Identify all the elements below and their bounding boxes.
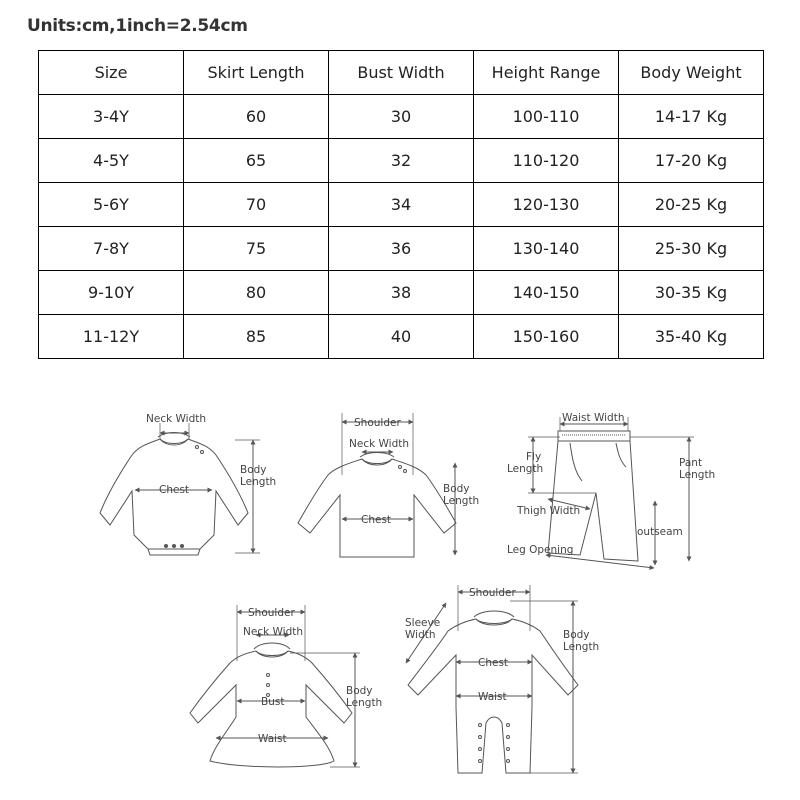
- table-cell: 35-40 Kg: [619, 315, 764, 359]
- table-cell: 36: [329, 227, 474, 271]
- table-cell: 17-20 Kg: [619, 139, 764, 183]
- bodysuit-length-label: Length: [240, 476, 277, 488]
- size-chart-table: [38, 50, 764, 359]
- units-note: Units:cm,1inch=2.54cm: [27, 16, 248, 36]
- table-cell: 120-130: [474, 183, 619, 227]
- table-cell: 80: [184, 271, 329, 315]
- dress-bust-label: Bust: [261, 696, 285, 708]
- top-diagram: [298, 413, 456, 557]
- table-cell: 34: [329, 183, 474, 227]
- table-cell: 60: [184, 95, 329, 139]
- table-row: [39, 315, 764, 359]
- table-cell: 9-10Y: [39, 271, 184, 315]
- table-cell: 40: [329, 315, 474, 359]
- table-cell: 32: [329, 139, 474, 183]
- measurement-diagrams: [0, 395, 800, 800]
- table-cell: 30-35 Kg: [619, 271, 764, 315]
- table-cell: 110-120: [474, 139, 619, 183]
- table-cell: 4-5Y: [39, 139, 184, 183]
- bodysuit-body-label: Body: [240, 464, 267, 476]
- romper-chest-label: Chest: [478, 657, 509, 669]
- romper-waist-label: Waist: [478, 691, 507, 703]
- header-height-range: Height Range: [474, 51, 619, 95]
- pants-fly-length-label: Length: [507, 463, 544, 475]
- dress-shoulder-label: Shoulder: [248, 607, 295, 619]
- table-header-row: [39, 51, 764, 95]
- table-cell: 20-25 Kg: [619, 183, 764, 227]
- table-row: [39, 227, 764, 271]
- dress-body-label: Body: [346, 685, 373, 697]
- romper-sleeve-label: Sleeve: [405, 617, 441, 629]
- table-cell: 85: [184, 315, 329, 359]
- dress-length-label: Length: [346, 697, 383, 709]
- pants-waist-width-label: Waist Width: [562, 412, 625, 424]
- dress-waist-label: Waist: [258, 733, 287, 745]
- top-shoulder-label: Shoulder: [354, 417, 401, 429]
- pants-fly-label: Fly: [526, 451, 542, 463]
- table-row: [39, 139, 764, 183]
- table-cell: 11-12Y: [39, 315, 184, 359]
- romper-length-label: Length: [563, 641, 600, 653]
- top-chest-label: Chest: [361, 514, 392, 526]
- romper-diagram: [406, 585, 578, 773]
- table-cell: 70: [184, 183, 329, 227]
- table-cell: 130-140: [474, 227, 619, 271]
- header-body-weight: Body Weight: [619, 51, 764, 95]
- table-cell: 150-160: [474, 315, 619, 359]
- table-cell: 140-150: [474, 271, 619, 315]
- romper-body-label: Body: [563, 629, 590, 641]
- romper-shoulder-label: Shoulder: [469, 587, 516, 599]
- table-cell: 14-17 Kg: [619, 95, 764, 139]
- table-cell: 7-8Y: [39, 227, 184, 271]
- romper-sleeve-width-label: Width: [405, 629, 436, 641]
- bodysuit-chest-label: Chest: [159, 484, 190, 496]
- table-row: [39, 95, 764, 139]
- top-neck-width-label: Neck Width: [349, 438, 410, 450]
- bodysuit-neck-width-label: Neck Width: [146, 413, 207, 425]
- pants-outseam-label: outseam: [637, 526, 683, 538]
- table-cell: 5-6Y: [39, 183, 184, 227]
- table-cell: 75: [184, 227, 329, 271]
- table-row: [39, 183, 764, 227]
- pants-leg-opening-label: Leg Opening: [507, 544, 574, 556]
- pants-pant-length-label: Length: [679, 469, 716, 481]
- table-cell: 65: [184, 139, 329, 183]
- table-cell: 3-4Y: [39, 95, 184, 139]
- dress-neck-width-label: Neck Width: [243, 626, 304, 638]
- top-length-label: Length: [443, 495, 480, 507]
- table-cell: 38: [329, 271, 474, 315]
- header-bust-width: Bust Width: [329, 51, 474, 95]
- table-cell: 100-110: [474, 95, 619, 139]
- table-row: [39, 271, 764, 315]
- table-cell: 25-30 Kg: [619, 227, 764, 271]
- top-body-label: Body: [443, 483, 470, 495]
- header-size: Size: [39, 51, 184, 95]
- pants-pant-label: Pant: [679, 457, 703, 469]
- table-cell: 30: [329, 95, 474, 139]
- pants-thigh-width-label: Thigh Width: [517, 505, 581, 517]
- header-skirt-length: Skirt Length: [184, 51, 329, 95]
